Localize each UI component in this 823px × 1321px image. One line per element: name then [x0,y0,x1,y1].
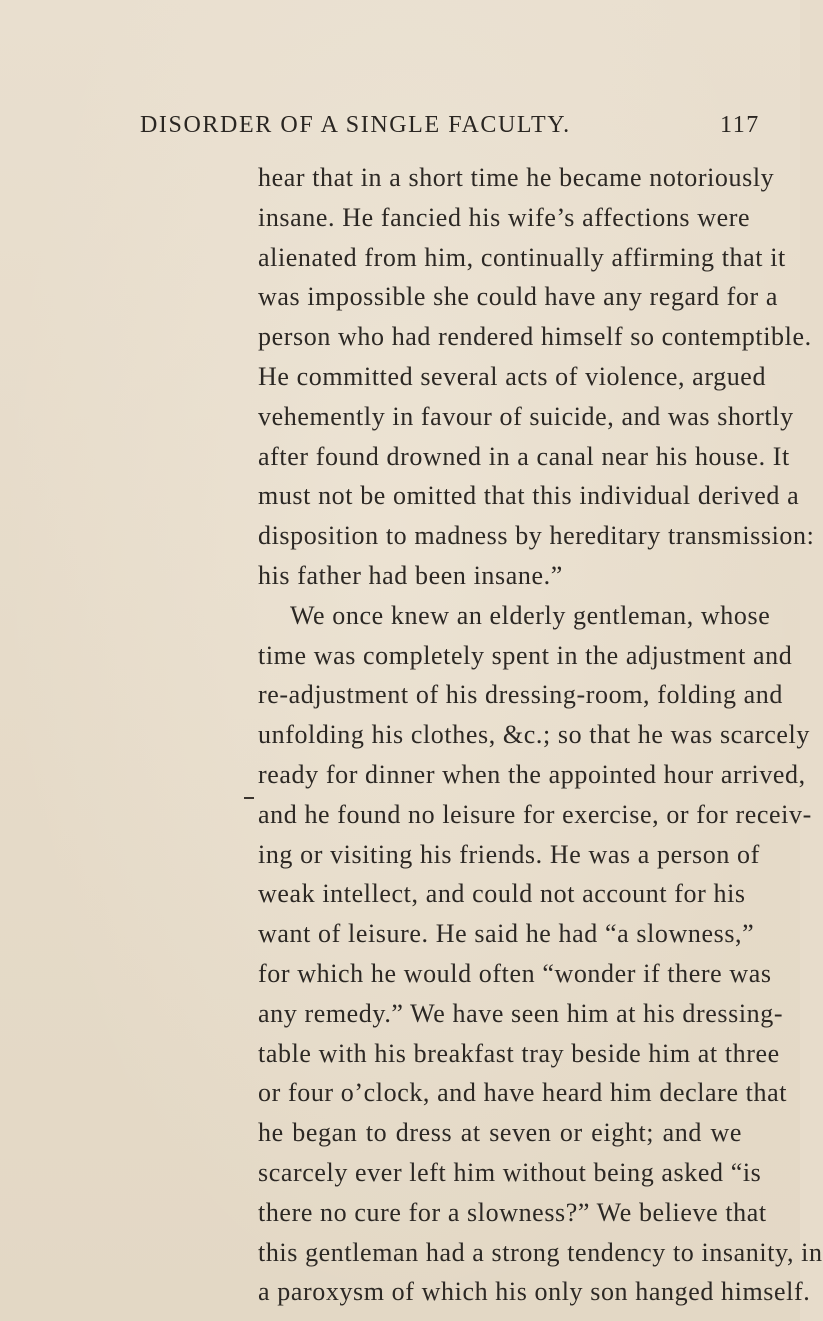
text-line: We once knew an elderly gentleman, whose [290,600,771,630]
text-line: a paroxysm of which his only son hanged himself. [258,1277,811,1307]
text-line: person who had rendered himself so contemptible. [258,322,812,352]
body-text [258,158,823,1312]
text-line: for which he would often “wonder if there was [258,958,772,988]
running-head [140,112,760,144]
text-line: alienated from him, continually affirming that it [258,242,786,272]
text-line: any remedy.” We have seen him at his dressing- [258,998,784,1028]
running-title: DISORDER OF A SINGLE FACULTY. [140,112,571,138]
text-line: vehemently in favour of suicide, and was shortly [258,401,794,431]
text-line: time was completely spent in the adjustment and [258,640,793,670]
text-line: there no cure for a slowness?” We believe that [258,1197,767,1227]
text-line: this gentleman had a strong tendency to insanity, in [258,1237,823,1267]
text-line: or four o’clock, and have heard him declare that [258,1078,788,1108]
text-line: weak intellect, and could not account for his [258,879,746,909]
paragraph-1 [258,158,815,596]
text-line: was impossible she could have any regard for a [258,282,778,312]
text-line: hear that in a short time he became notoriously [258,163,775,192]
text-line: scarcely ever left him without being asked “is [258,1157,762,1187]
text-line: he began to dress at seven or eight; and we [258,1118,742,1148]
text-line: disposition to madness by hereditary transmission: [258,521,815,551]
text-line: insane. He fancied his wife’s affections were [258,202,751,232]
text-line: He committed several acts of violence, argued [258,361,767,391]
margin-dash-mark [244,797,254,799]
page-number: 117 [720,112,760,138]
text-line: unfolding his clothes, &c.; so that he was scarcely [258,720,810,750]
text-line: ing or visiting his friends. He was a person of [258,839,760,869]
text-line: re-adjustment of his dressing-room, folding and [258,680,783,710]
text-line: must not be omitted that this individual derived a [258,481,800,511]
text-line: his father had been insane.” [258,560,563,590]
text-line: after found drowned in a canal near his house. It [258,441,790,471]
text-line: ready for dinner when the appointed hour arrived, [258,759,806,789]
paragraph-2 [258,596,823,1312]
text-line: want of leisure. He said he had “a slowness,” [258,919,755,949]
text-line: table with his breakfast tray beside him at three [258,1038,780,1068]
text-line: and he found no leisure for exercise, or for receiv- [258,799,812,829]
